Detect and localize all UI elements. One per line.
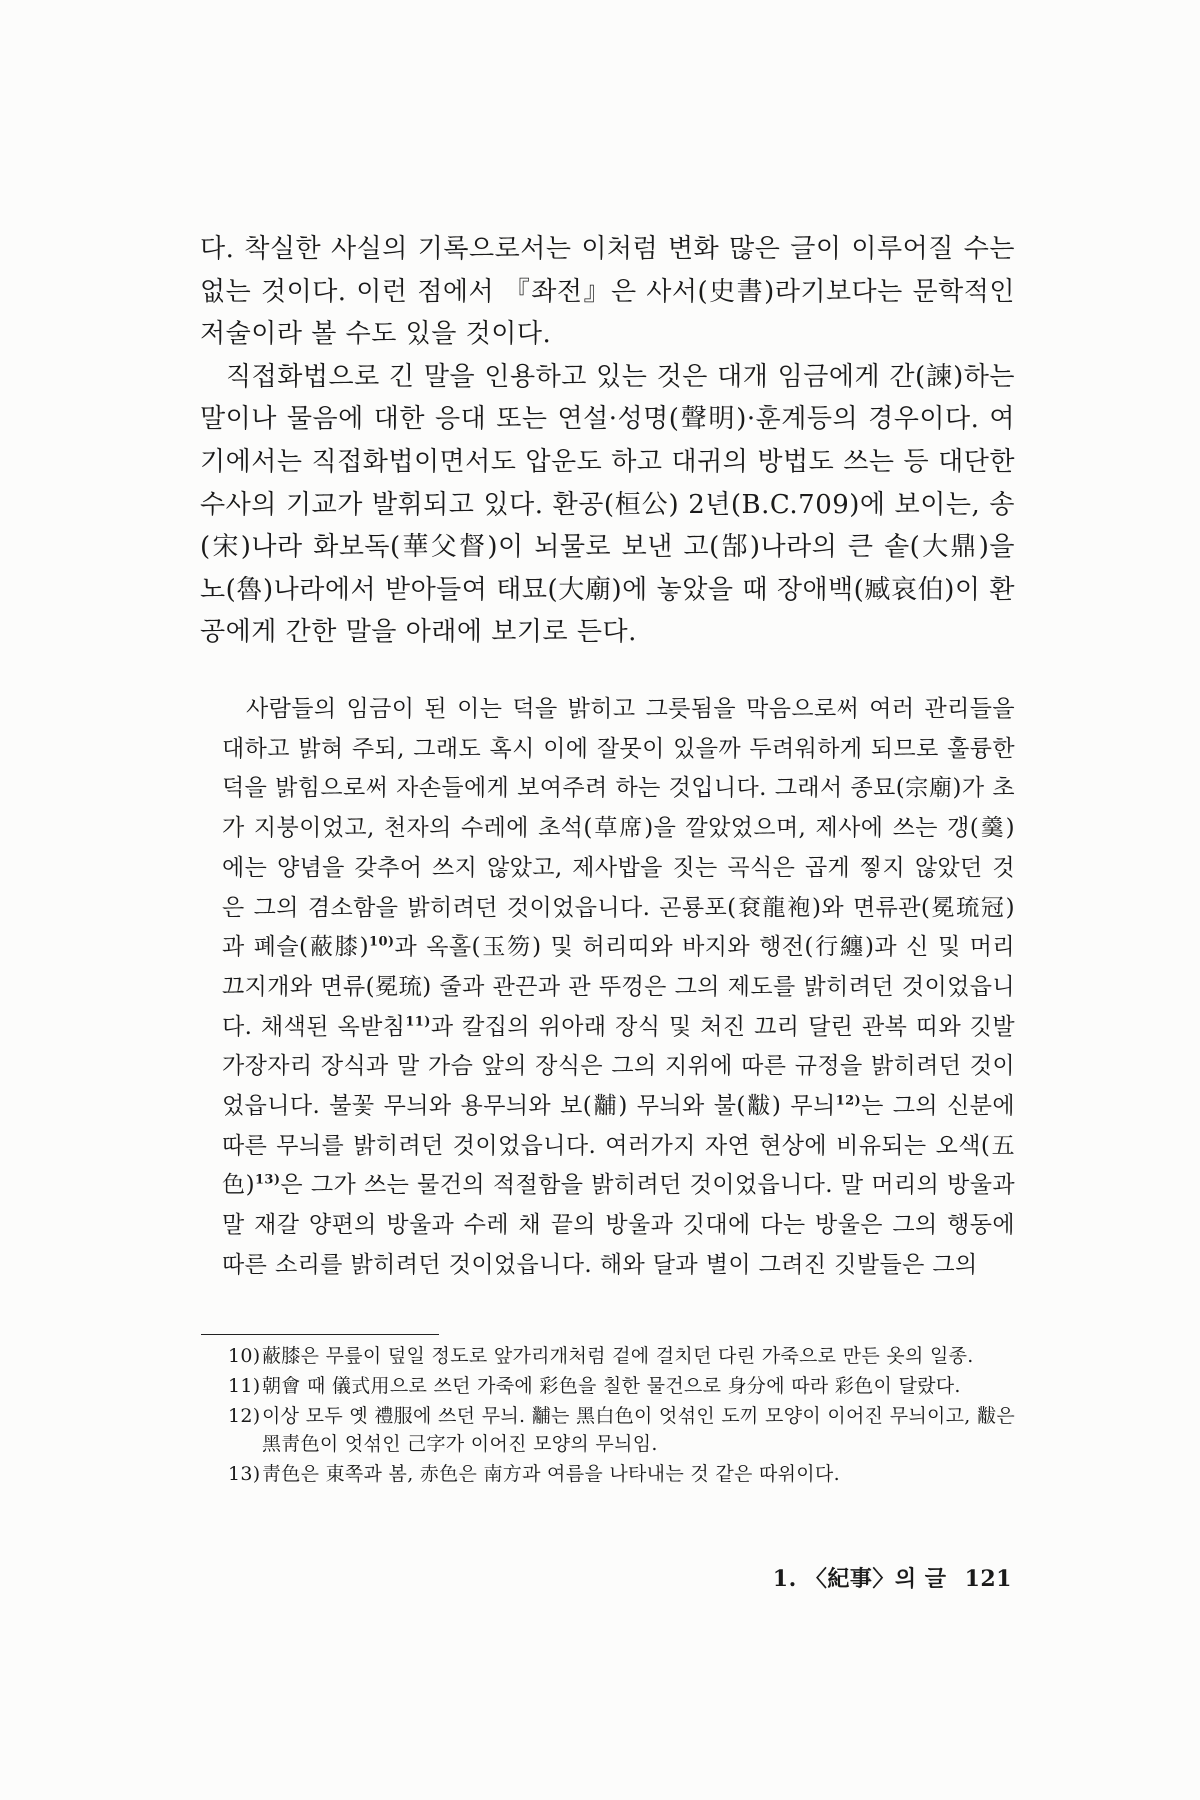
- running-footer: [773, 1562, 1012, 1593]
- footnote-12: [228, 1402, 1015, 1458]
- footnote-ref-12: 12): [835, 1093, 862, 1109]
- footnote-number: 13): [228, 1463, 261, 1485]
- quote-text-part-1: 사람들의 임금이 된 이는 덕을 밝히고 그릇됨을 막음으로써 여러 관리들을 대하고 밝혀 주되, 그래도 혹시 이에 잘못이 있을까 두려워하게 되므로 훌륭한 덕을 밝힘으로써 자손들에게 보여주려 하는 것입니다. 그래서 종묘(宗廟)가 초가 지붕이었고, 천자의 수레에 초석(草席)을 깔았었으며, 제사에 쓰는 갱(羹)에는 양념을 갖추어 쓰지 않았고, 제사밥을 짓는 곡식은 곱게 찧지 않았던 것은 그의 겸소함을 밝히려던 것이었읍니다. 곤룡포(袞龍袍)와 면류관(冕琉冠)과 폐슬(蔽膝): [222, 696, 1015, 961]
- footnote-ref-13: 13): [254, 1172, 281, 1188]
- main-text: [200, 228, 1015, 654]
- footnote-number: 11): [228, 1375, 261, 1397]
- footnote-divider: [201, 1334, 439, 1335]
- body-paragraph-1: 다. 착실한 사실의 기록으로서는 이처럼 변화 많은 글이 이루어질 수는 없는 것이다. 이런 점에서 『좌전』은 사서(史書)라기보다는 문학적인 저술이라 볼 수도 있을 것이다.: [200, 234, 1015, 350]
- footnote-ref-11: 11): [405, 1013, 431, 1029]
- quote-text-part-5: 은 그가 쓰는 물건의 적절함을 밝히려던 것이었읍니다. 말 머리의 방울과 말 재갈 양편의 방울과 수레 채 끝의 방울과 깃대에 다는 방울은 그의 행동에 따른 소리를 밝히려던 것이었읍니다. 해와 달과 별이 그려진 깃발들은 그의: [222, 1172, 1015, 1278]
- quote-paragraph: [222, 690, 1015, 1286]
- footnote-text: 朝會 때 儀式用으로 쓰던 가죽에 彩色을 칠한 물건으로 身分에 따라 彩色이 달랐다.: [262, 1375, 961, 1397]
- footnote-number: 10): [228, 1345, 261, 1367]
- quote-text-part-2: 과 옥홀(玉笏) 및 허리띠와 바지와 행전(行纏)과 신 및 머리 끄지개와 면류(冕琉) 줄과 관끈과 관 뚜껑은 그의 제도를 밝히려던 것이었읍니다. 채색된 옥받침: [222, 934, 1015, 1040]
- footnote-text: 이상 모두 옛 禮服에 쓰던 무늬. 黼는 黑白色이 엇섞인 도끼 모양이 이어진 무늬이고, 黻은 黑靑色이 엇섞인 己字가 이어진 모양의 무늬임.: [262, 1405, 1015, 1455]
- footnote-13: [228, 1460, 1015, 1488]
- footnote-11: [228, 1372, 1015, 1400]
- section-title: 1. 〈紀事〉의 글: [772, 1566, 947, 1592]
- footnote-number: 12): [228, 1405, 261, 1427]
- quote-text-part-3: 과 칼집의 위아래 장식 및 처진 끄리 달린 관복 띠와 깃발 가장자리 장식과 말 가슴 앞의 장식은 그의 지위에 따른 규정을 밝히려던 것이었읍니다. 불꽃 무늬와 용무늬와 보(黼) 무늬와 불(黻) 무늬: [222, 1013, 1015, 1120]
- footnote-ref-10: 10): [369, 934, 395, 950]
- block-quote: [222, 690, 1015, 1286]
- footnotes: [228, 1342, 1015, 1490]
- footnote-text: 蔽膝은 무릎이 덮일 정도로 앞가리개처럼 겉에 걸치던 다린 가죽으로 만든 옷의 일종.: [262, 1345, 974, 1367]
- footnote-text: 靑色은 東쪽과 봄, 赤色은 南方과 여름을 나타내는 것 같은 따위이다.: [262, 1463, 840, 1485]
- page-number: 121: [964, 1566, 1012, 1592]
- footnote-10: [228, 1342, 1015, 1370]
- quote-text-part-4: 는 그의 신분에 따른 무늬를 밝히려던 것이었읍니다. 여러가지 자연 현상에 비유되는 오색(五色): [222, 1093, 1015, 1199]
- body-paragraph-2: 직접화법으로 긴 말을 인용하고 있는 것은 대개 임금에게 간(諫)하는 말이나 물음에 대한 응대 또는 연설·성명(聲明)·훈계등의 경우이다. 여기에서는 직접화법이면서도 압운도 하고 대귀의 방법도 쓰는 등 대단한 수사의 기교가 발휘되고 있다. 환공(桓公) 2년(B.C.709)에 보이는, 송(宋)나라 화보독(華父督)이 뇌물로 보낸 고(郜)나라의 큰 솥(大鼎)을 노(魯)나라에서 받아들여 태묘(大廟)에 놓았을 때 장애백(臧哀伯)이 환공에게 간한 말을 아래에 보기로 든다.: [200, 361, 1015, 648]
